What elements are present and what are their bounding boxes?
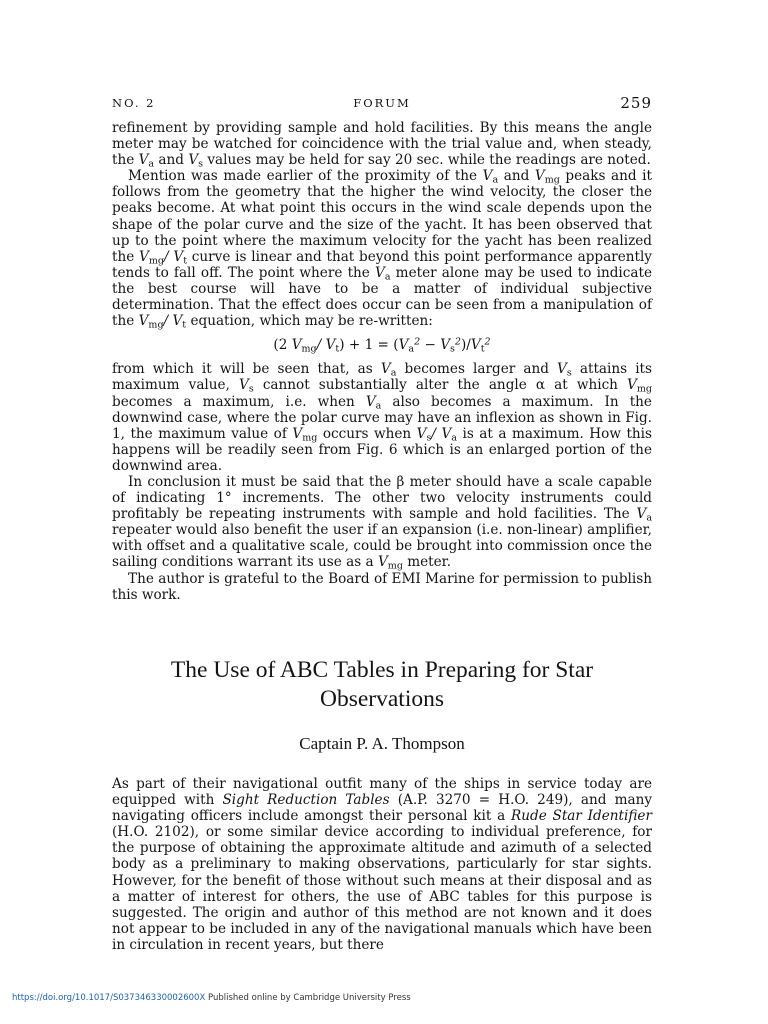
publisher-note: Published online by Cambridge University Press <box>205 993 411 1003</box>
variable-va: $V_a$ <box>380 361 397 379</box>
paragraph: refinement by providing sample and hold facilities. By this means the angle meter may be watched for coincidence with the trial value and, when steady, the $V_a$ and $V_s$ values may be held for say 20 sec. while the readings are noted. <box>112 120 652 170</box>
variable-vs-va: $V_s/$ $V_a$ <box>416 425 457 444</box>
paragraph: Mention was made earlier of the proximity of the $V_a$ and $V_{mg}$ peaks and it follows from the geometry that the higher the wind velocity, the closer the peaks become. At what point this occurs in the wind scale depends upon the shape of the polar curve and the size of the yacht. It has been observed that up to the point where the maximum velocity for the yacht has been realized the $V_{mg}/$ $V_t$ curve is linear and that beyond this point performance apparently tends to fall off. The point where the $V_a$ meter alone may be used to indicate the best course will have to be a matter of individual subjective determination. That the effect does occur can be seen from a manipulation of the $V_{mg}/$ $V_t$ equation, which may be re-written: <box>112 168 652 331</box>
variable-vmg: $V_{mg}$ <box>292 425 318 444</box>
variable-va: $V_a$ <box>375 264 391 283</box>
equation: (2 $V_{mg}/$ $V_t) + 1 = (V_a^2 - V_s^2)/V_t^2$ <box>273 336 491 355</box>
variable-vmg: $V_{mg}$ <box>534 168 560 186</box>
paragraph: In conclusion it must be said that the β meter should have a scale capable of indicating 1° increments. The other two velocity instruments could profitably be repeating instruments with sample and hold facilities. The $V_a$ repeater would also benefit the user if an expansion (i.e. non-linear) amplifier, with offset and a qualitative scale, could be brought into commission once the sailing conditions warrant its use as a $V_{mg}$ meter. <box>112 473 652 572</box>
running-head <box>112 94 652 112</box>
paragraph: from which it will be seen that, as $V_a$ becomes larger and $V_s$ attains its maximum value, $V_s$ cannot substantially alter the angle α at which $V_{mg}$ becomes a maximum, i.e. when $V_a$ also becomes a maximum. In the downwind case, where the polar curve may have an inflexion as shown in Fig. 1, the maximum value of $V_{mg}$ occurs when $V_s/$ $V_a$ is at a maximum. How this happens will be readily seen from Fig. 6 which is an enlarged portion of the downwind area. <box>112 361 653 474</box>
footer <box>12 993 411 1003</box>
variable-vmg-vt: $V_{mg}/$ $V_t$ <box>138 313 187 331</box>
italic-title: Rude Star Identifier <box>511 808 652 825</box>
variable-vs: $V_s$ <box>557 361 572 379</box>
variable-vmg: $V_{mg}$ <box>627 377 652 395</box>
acknowledgement-paragraph: The author is grateful to the Board of EMI Marine for permission to publish this work. <box>112 570 652 603</box>
variable-va: $V_a$ <box>636 506 652 524</box>
variable-vs: $V_s$ <box>239 377 254 395</box>
article-title: The Use of ABC Tables in Preparing for Star Observations <box>170 657 594 712</box>
article-author: Captain P. A. Thompson <box>299 734 465 753</box>
variable-vmg: $V_{mg}$ <box>377 554 403 572</box>
page-number: 259 <box>620 94 652 112</box>
variable-va: $V_a$ <box>138 152 155 170</box>
variable-vmg-vt: $V_{mg}/$ $V_t$ <box>139 248 188 267</box>
section-name: FORUM <box>353 96 411 110</box>
issue-number: NO. 2 <box>112 96 156 110</box>
new-article <box>112 656 652 953</box>
italic-title: Sight Reduction Tables <box>222 792 390 809</box>
variable-va: $V_a$ <box>365 393 382 411</box>
article-opening-paragraph: As part of their navigational outfit many of the ships in service today are equipped with Sight Reduction Tables (A.P. 3270 = H.O. 249), and many navigating officers include amongst their personal kit a Rude Star Identifier (H.O. 2102), or some similar device according to individual preference, for the purpose of obtaining the approximate altitude and azimuth of a selected body as a preliminary to making observations, particularly for star sights. However, for the benefit of those without such means at their disposal and as a matter of interest for others, the use of ABC tables for this purpose is suggested. The origin and author of this method are not known and it does not appear to be included in any of the navigational manuals which have been in circulation in recent years, but there <box>112 776 652 953</box>
forum-article-continued <box>112 120 652 603</box>
variable-vs: $V_s$ <box>188 152 204 170</box>
doi-link[interactable]: https://doi.org/10.1017/S037346330002600X <box>12 993 206 1003</box>
variable-va: $V_a$ <box>482 168 499 186</box>
